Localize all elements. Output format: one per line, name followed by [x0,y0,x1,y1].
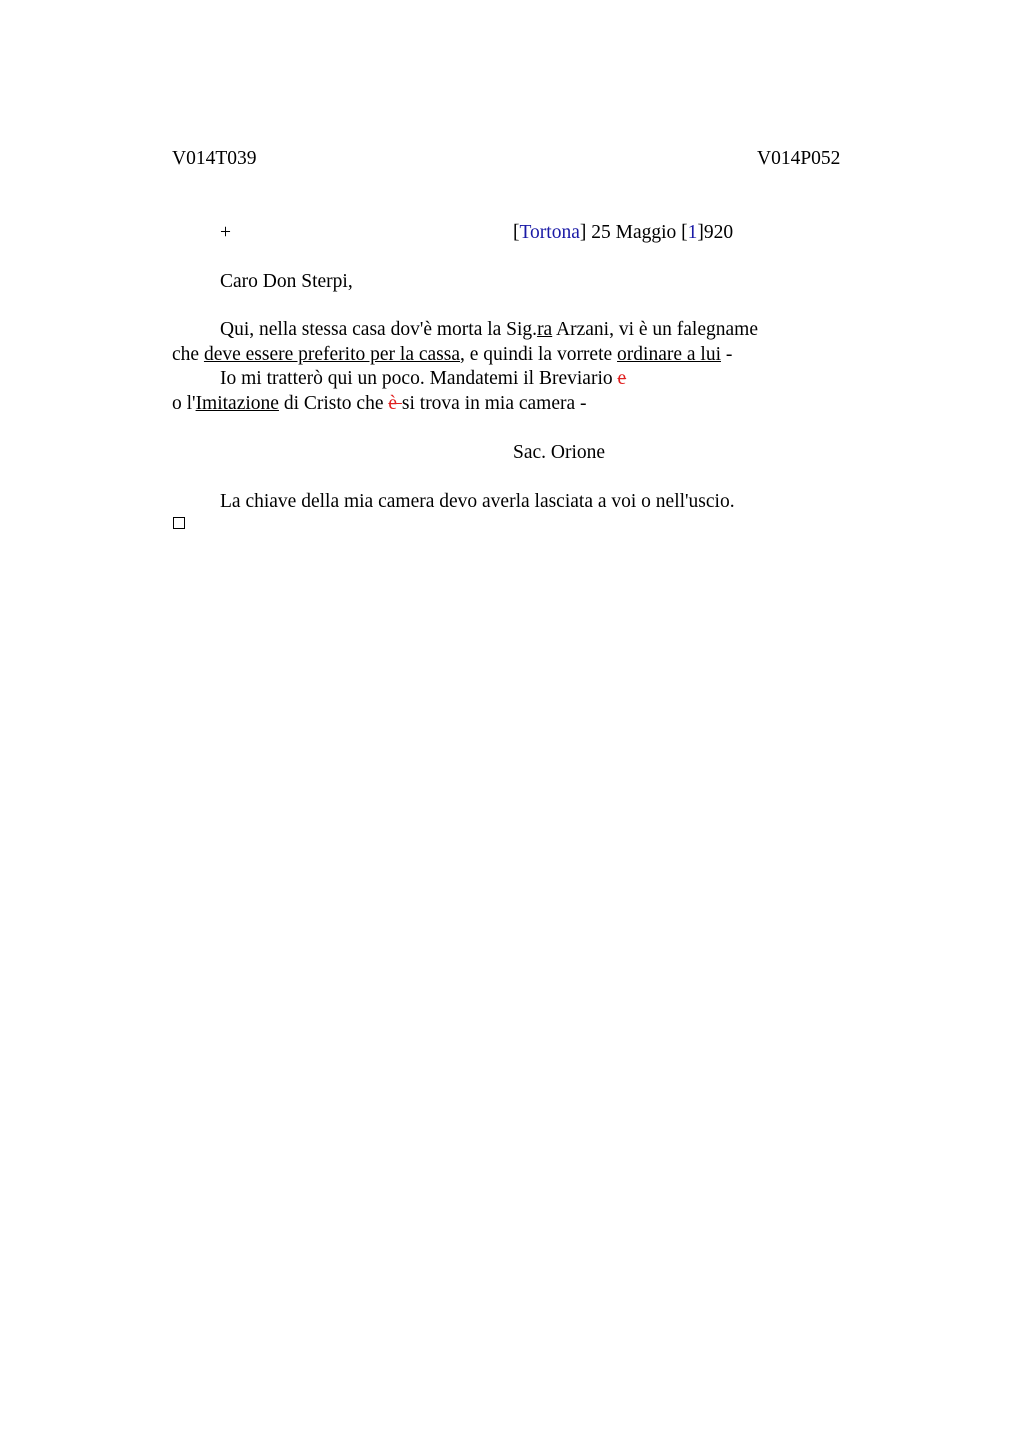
paragraph1-line2 [172,345,732,365]
place-name: Tortona [519,222,580,243]
deleted-text: e [617,368,627,389]
paragraph1-line1 [220,320,758,340]
underlined-text: deve essere preferito per la cassa [203,344,460,365]
date-text: 25 Maggio [586,222,682,243]
text-segment: Qui, nella stessa casa dov'è morta la Sig. [220,319,538,340]
text-segment: Arzani, vi è un falegname [552,319,758,340]
text-segment: Io mi tratterò qui un poco. Mandatemi il Breviario [220,368,618,389]
bracket: [ [681,222,688,243]
bracket: ] [579,222,587,243]
bracket: ] [697,222,704,243]
deleted-text: è [388,393,402,414]
document-code-right: V014P052 [757,148,841,169]
underlined-text: ordinare a lui [617,344,721,365]
signature: Sac. Orione [513,442,606,463]
salutation: Caro Don Sterpi, [220,271,353,292]
bracket: [ [513,222,520,243]
text-segment: si trova in mia camera - [401,393,587,414]
checkbox-icon[interactable] [173,517,185,529]
underlined-text: ra [537,319,553,340]
text-segment: di Cristo che [278,393,389,414]
underlined-text: Imitazione [195,393,279,414]
text-segment: che [172,344,204,365]
text-segment: o l' [172,393,196,414]
text-segment: - [721,344,733,365]
paragraph2-line1 [220,369,626,389]
postscript: La chiave della mia camera devo averla lasciata a voi o nell'uscio. [220,491,735,512]
year-prefix: 1 [687,222,698,243]
cross-symbol: + [220,222,231,243]
dateline [513,223,733,243]
document-code-left: V014T039 [172,148,257,169]
text-segment: , e quindi la vorrete [460,344,618,365]
paragraph2-line2 [172,394,587,414]
year-rest: 920 [703,222,734,243]
